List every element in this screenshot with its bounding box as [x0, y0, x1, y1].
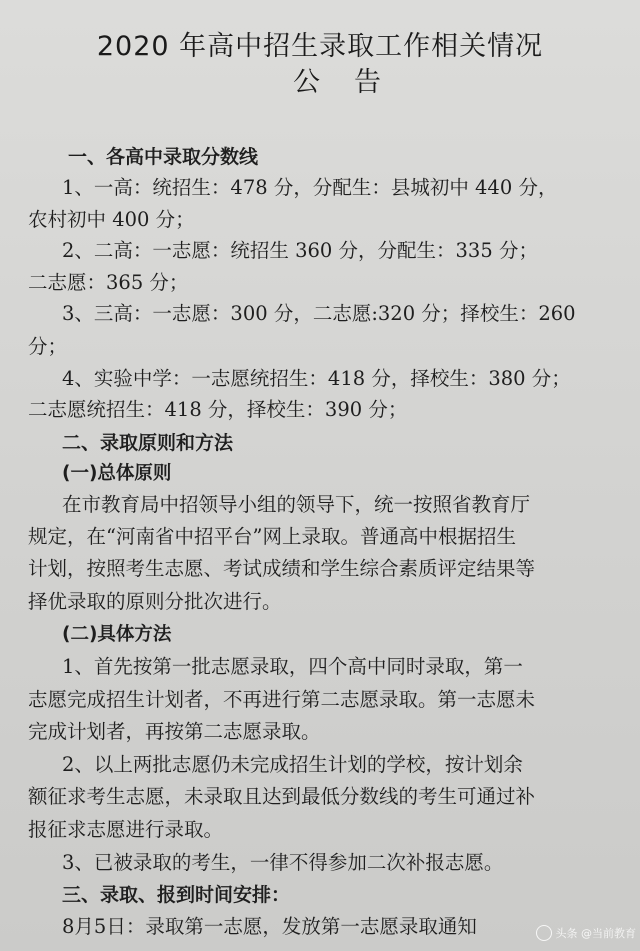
body-line: 1、首先按第一批志愿录取，四个高中同时录取，第一: [62, 655, 523, 678]
body-line: 择优录取的原则分批次进行。: [28, 590, 282, 613]
body-line: 规定，在“河南省中招平台”网上录取。普通高中根据招生: [28, 525, 516, 548]
section-heading-2: 二、录取原则和方法: [62, 432, 234, 454]
body-line: 2、以上两批志愿仍未完成招生计划的学校，按计划余: [62, 753, 523, 776]
section-heading-3: 三、录取、报到时间安排：: [62, 884, 291, 906]
body-line: 分；: [28, 335, 68, 358]
body-line: 2、二高：一志愿：统招生 360 分，分配生：335 分；: [62, 239, 538, 262]
body-line: 报征求志愿进行录取。: [28, 818, 224, 841]
page-title: 2020 年高中招生录取工作相关情况: [96, 31, 544, 62]
body-line: 完成计划者，再按第二志愿录取。: [28, 720, 321, 743]
body-line: 计划，按照考生志愿、考试成绩和学生综合素质评定结果等: [28, 557, 536, 580]
body-line: 农村初中 400 分；: [28, 208, 195, 231]
page-subtitle: 公告: [293, 67, 415, 98]
watermark-text: 头条 @当前教育: [555, 927, 636, 940]
body-line: 额征求考生志愿，未录取且达到最低分数线的考生可通过补: [28, 785, 536, 808]
subsection-heading-1: (一)总体原则: [62, 463, 172, 484]
body-line: 在市教育局中招领导小组的领导下，统一按照省教育厅: [62, 493, 531, 516]
watermark: [482, 918, 640, 948]
section-heading-1: 一、各高中录取分数线: [68, 146, 259, 168]
watermark-logo-icon: [536, 925, 552, 941]
body-line: 4、实验中学：一志愿统招生：418 分，择校生：380 分；: [62, 367, 571, 390]
body-line: 3、三高：一志愿：300 分，二志愿:320 分；择校生：260: [62, 302, 576, 325]
body-line: 志愿完成招生计划者，不再进行第二志愿录取。第一志愿未: [28, 688, 536, 711]
subsection-heading-2: (二)具体方法: [62, 624, 172, 645]
body-line: 1、一高：统招生：478 分，分配生：县城初中 440 分，: [62, 176, 558, 199]
body-line: 3、已被录取的考生，一律不得参加二次补报志愿。: [62, 851, 504, 874]
body-line: 8月5日：录取第一志愿，发放第一志愿录取通知: [62, 915, 477, 938]
body-line: 二志愿统招生：418 分，择校生：390 分；: [28, 398, 408, 421]
body-line: 二志愿：365 分；: [28, 271, 189, 294]
